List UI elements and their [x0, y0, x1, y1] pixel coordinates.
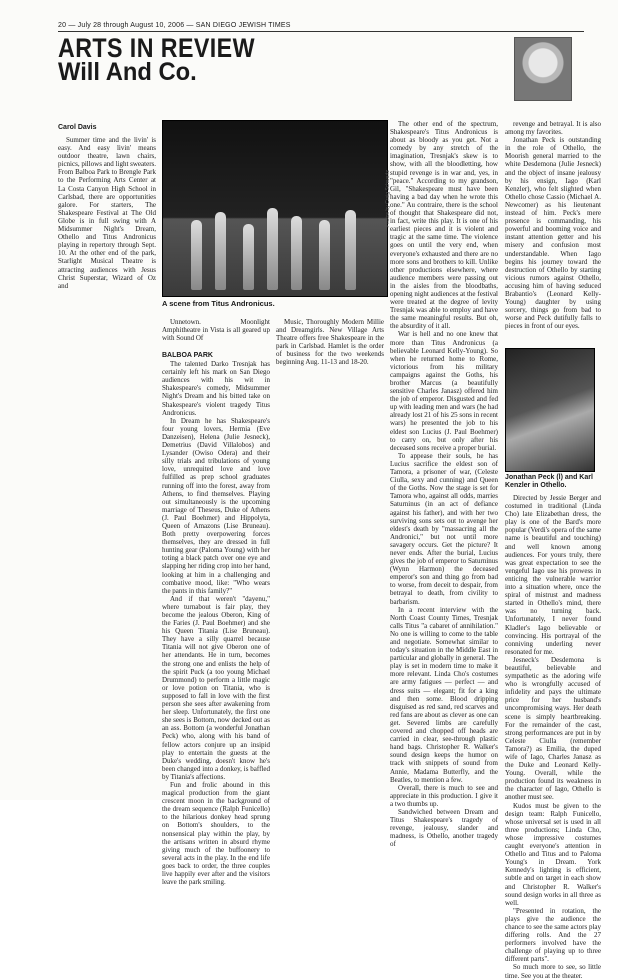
article-headline: Will And Co. — [58, 58, 197, 86]
paragraph: Fun and frolic abound in this magical production from the giant crescent moon in the background of the dream sequence (Ralph Funicello) to the hilarious donkey head sprung on Bottom's shoulders, to the nonsensical play within the play, by the artisans written in absurd rhyme giving much of the buffoonery to several acts in the play. In the end life goes back to order, the three couples live happily ever after and the visitors leave the park smiling. — [162, 780, 270, 887]
paragraph: War is hell and no one knew that more than Titus Andronicus (a believable Leonard Kelly-Young). So when he returned home to Rome, victorious from his military campaigns against the Goths, his brother Marcus (a beautifully sensitive Charles Janasz) offered him the job of emperor. Disgusted and fed up with leading men and wars (he had already lost 21 of his 25 sons in recent wars) he presented the job to his eldest son Lucius (J. Paul Boehmer) to carry on, but only after his deceased sons receive a proper burial. — [390, 330, 498, 452]
paragraph: Sandwiched between Dream and Titus Shakespeare's tragedy of revenge, jealousy, slander and madness, is Othello, another tragedy of — [390, 807, 498, 849]
paragraph: Kudos must be given to the design team: Ralph Funicello, whose universal set is used in all three productions; Linda Cho, whose impressive costumes caught everyone's attention in Othello and Titus and to Paloma Young's in Dream. York Kennedy's lighting is efficient, subtle and on target in each show and Christopher R. Walker's sound design works in all three as well. — [505, 801, 601, 907]
photo-figure — [291, 216, 302, 290]
paragraph: Music, Thoroughly Modern Millie and Dreamgirls. New Village Arts Theatre offers free Shakespeare in the park in Carlsbad. Hamlet is the order of business for the two weekends beginning Aug. 11-13 and 18-20. — [276, 318, 384, 367]
othello-photo — [505, 348, 595, 472]
paragraph: Summer time and the livin' is easy. And easy livin' means outdoor theatre, lawn chairs, picnics, pillows and light sweaters. From Balboa Park to Brengle Park to the Performing Arts Center at La Costa Canyon High School in Carlsbad, there are opportunities galore. For starters, The Shakespeare Festival at The Old Globe is in full swing with A Midsummer Night's Dream, Othello and Titus Andronicus playing in repertory through Sept. 10. At the other end of the park, Starlight Musical Theatre is attracting audiences with Jesus Christ Superstar, Wizard of Oz and — [58, 136, 156, 290]
photo-credit: Photos by Craig Schwartz — [385, 170, 391, 228]
column-4-top — [505, 120, 601, 342]
paragraph: Overall, there is much to see and appreciate in this production. I give it a two thumbs up. — [390, 783, 498, 808]
header-rule — [58, 31, 584, 32]
photo-figure — [319, 220, 330, 290]
section-kicker: ARTS IN REVIEW — [58, 33, 255, 63]
page-header: 20 — July 28 through August 10, 2006 — SAN DIEGO JEWISH TIMES — [58, 22, 291, 29]
paragraph: In Dream he has Shakespeare's four young lovers, Hermia (Eve Danzeisen), Helena (Julie Jesneck), Demetrius (David Villalobos) and Lysander (Owiso Odera) and their silly trials and tribulations of young love, unrequited love and love fulfilled as prep school graduates running off into the forest, away from Athens, to find themselves. Playing out simultaneously is the upcoming marriage of Theseus, Duke of Athens (J. Paul Boehmer) and Hippolyta, Queen of Amazons (Lise Bruneau). Both pretty overpowering forces themselves, they are dressed in full hunting gear (Paloma Young) with her toting a black patch over one eye and slapping her riding crop into her hand, looking at him in a challenging and combative mood, like: "Who wears the pants in this family?" — [162, 416, 270, 595]
column-3 — [390, 120, 498, 849]
paragraph: Directed by Jessie Berger and costumed in traditional (Linda Cho) late Elizabethan dress, the play is one of the Bard's more popular (Verdi's opera of the same name is beautiful and touching) and well known among audiences. For yours truly, there was great expectation to see the vengeful Iago use his prowess in enticing the vulnerable warrior into a situation where, once the spiral of mistrust and madness started in Othello's mind, there was no turning back. Unfortunately, I never found Kladler's Iago believable or convincing. His portrayal of the conniving underling never resonated for me. — [505, 494, 601, 656]
paragraph: The talented Darko Tresnjak has certainly left his mark on San Diego audiences with his wit in Shakespeare's comedy, Midsummer Night's Dream and his bitted take on Shakespeare's violent tragedy Titus Andronicus. — [162, 360, 270, 417]
column-2 — [162, 348, 270, 887]
column-1 — [58, 136, 156, 376]
paragraph: Unnetown. Moonlight Amphitheatre in Vista is all geared up with Sound Of — [162, 318, 270, 343]
column-2-top — [162, 318, 270, 348]
photo-figure — [243, 224, 254, 290]
paragraph: The other end of the spectrum, Shakespeare's Titus Andronicus is about as bloody as you get. Not a comedy by any stretch of the imagination, Tresnjak's skew is to show, with all the bloodletting, how stupid revenge is in war and, yes, in "peace." According to my grandson, Gil, "Shakespeare must have been having a bad day when he wrote this one." Au contraire, there is the school of thought that Shakespeare did not, in fact, write this play. It is one of his earliest pieces and it is violent and tragic at the same time. The violence goes on until the very end, when everyone's exhausted and there are no more sons and brothers to kill. Unlike other productions elsewhere, where audience members were passing out in the aisles from the bloodbaths, opening night audiences at the festival were treated at the degree of levity Tresnjak was able to employ and have the same meaningful results. But oh, the absurdity of it all. — [390, 120, 498, 331]
photo-figure — [345, 210, 356, 290]
byline: Carol Davis — [58, 124, 97, 131]
paragraph: So much more to see, so little time. See you at the theater. — [505, 963, 601, 980]
photo-figure — [215, 212, 226, 290]
titus-photo — [162, 120, 388, 297]
photo-figure — [267, 208, 278, 290]
othello-caption: Jonathan Peck (l) and Karl Kenzler in Othello. — [505, 474, 593, 489]
paragraph: "Presented in rotation, the plays give the audience the chance to see the same actors play differing rolls. And the 27 performers involved have the challenge of playing up to three different parts". — [505, 906, 602, 964]
paragraph: To appease their souls, he has Lucius sacrifice the eldest son of Tamora, a prisoner of war, (Celeste Ciulla, sexy and cunning) and Queen of the Goths. Now the stage is set for Tamora who, against all odds, marries Saturninus (in an act of defiance against his father), and with her two surviving sons sets out to avenge her eldest's death by "massacring all the Andronici," but not until more savagery occurs. Get the picture? It never ends. After the burial, Lucius gives the job of emperor to Saturninus (Wynn Harmon) the deceased emperor's son and thing go from bad to worse, from deceit to despair, from betrayal to death, from civility to barbarism. — [390, 451, 498, 606]
photo-caption: A scene from Titus Andronicus. — [162, 299, 275, 308]
column-3-top — [276, 318, 384, 368]
paragraph: Jesneck's Desdemona is beautiful, believable and sympathetic as the adoring wife who is wrongfully accused of infidelity and pays the ultimate price for her husband's uncompromising ways. Her death scene is simply heartbreaking. For the remainder of the cast, strong performances are put in by Celeste Ciulla (remember Tamora?) as Emilia, the duped wife of Iago, Charles Janasz as the Duke and Leonard Kelly-Young. Overall, while the production found its weakness in the character of Iago, Othello is another must see. — [505, 655, 601, 802]
paragraph: And if that weren't "dayenu," where turnabout is fair play, they become the jealous Oberon, King of the Faries (J. Paul Boehmer) and she his Queen Titania (Lise Bruneau). They have a silly quarrel because Titania will not give Oberon one of her attendants. He in turn, becomes the strong one and enlists the help of the spirit Puck (a too young Michael Drummond) to perform a little magic or love potion on Titania, who is supposed to fall in love with the first person she sees after awakening from her sleep. Unfortunately, the first one she sees is Bottom, now decked out as an ass. Bottom (a wonderful Jonathan Peck) who, along with his band of fellow actors conjure up an insipid play to entertain the guests at the Duke's wedding, doesn't know he's been changed into a donkey, is baffled by Titania's affections. — [162, 594, 270, 781]
paragraph: In a recent interview with the North Coast County Times, Tresnjak calls Titus "a cabaret of annihilation." No one is willing to come to the table and negotiate. Somewhat similar to today's situation in the Middle East in particular and globally in general. The play is set in modern time to make it more relevant. Linda Cho's costumes are army fatigues — perfect — and dress suits — elegant; fit for a king and then some. Blood dripping disguised as red sand, red scarves and red fans are about as clever as one can get. Severed limbs are carefully covered and chopped off heads are carried in clear, see-through plastic hand bags. Christopher R. Walker's sound design keeps the humor on track with snippets of sound from Annie, Madama Butterfly, and the Beatles, to mention a few. — [390, 605, 498, 784]
author-portrait — [514, 37, 572, 101]
paragraph: revenge and betrayal. It is also among my favorites. — [505, 120, 601, 137]
subhead-balboa-park: BALBOA PARK — [162, 352, 213, 359]
column-4 — [505, 494, 602, 980]
photo-figure — [191, 220, 202, 290]
paragraph: Jonathan Peck is outstanding in the role of Othello, the Moorish general married to the white Desdemona (Julie Jesneck) and the object of insane jealousy by his ensign, Iago (Karl Kenzler), who felt slighted when Othello chose Cassio (Michael A. Newcomer) as his lieutenant instead of him. Peck's mere presence is commanding, his powerful and booming voice and instant attention getter and his misery and confusion most understandable. When Iago begins his journey toward the destruction of Othello by starting vicious rumors against Othello, accusing him of having seduced Brabantio's (Leonard Kelly-Young) daughter by using sorcery, things go from bad to worse and Peck dutifully falls to pieces in front of our eyes. — [505, 136, 601, 331]
